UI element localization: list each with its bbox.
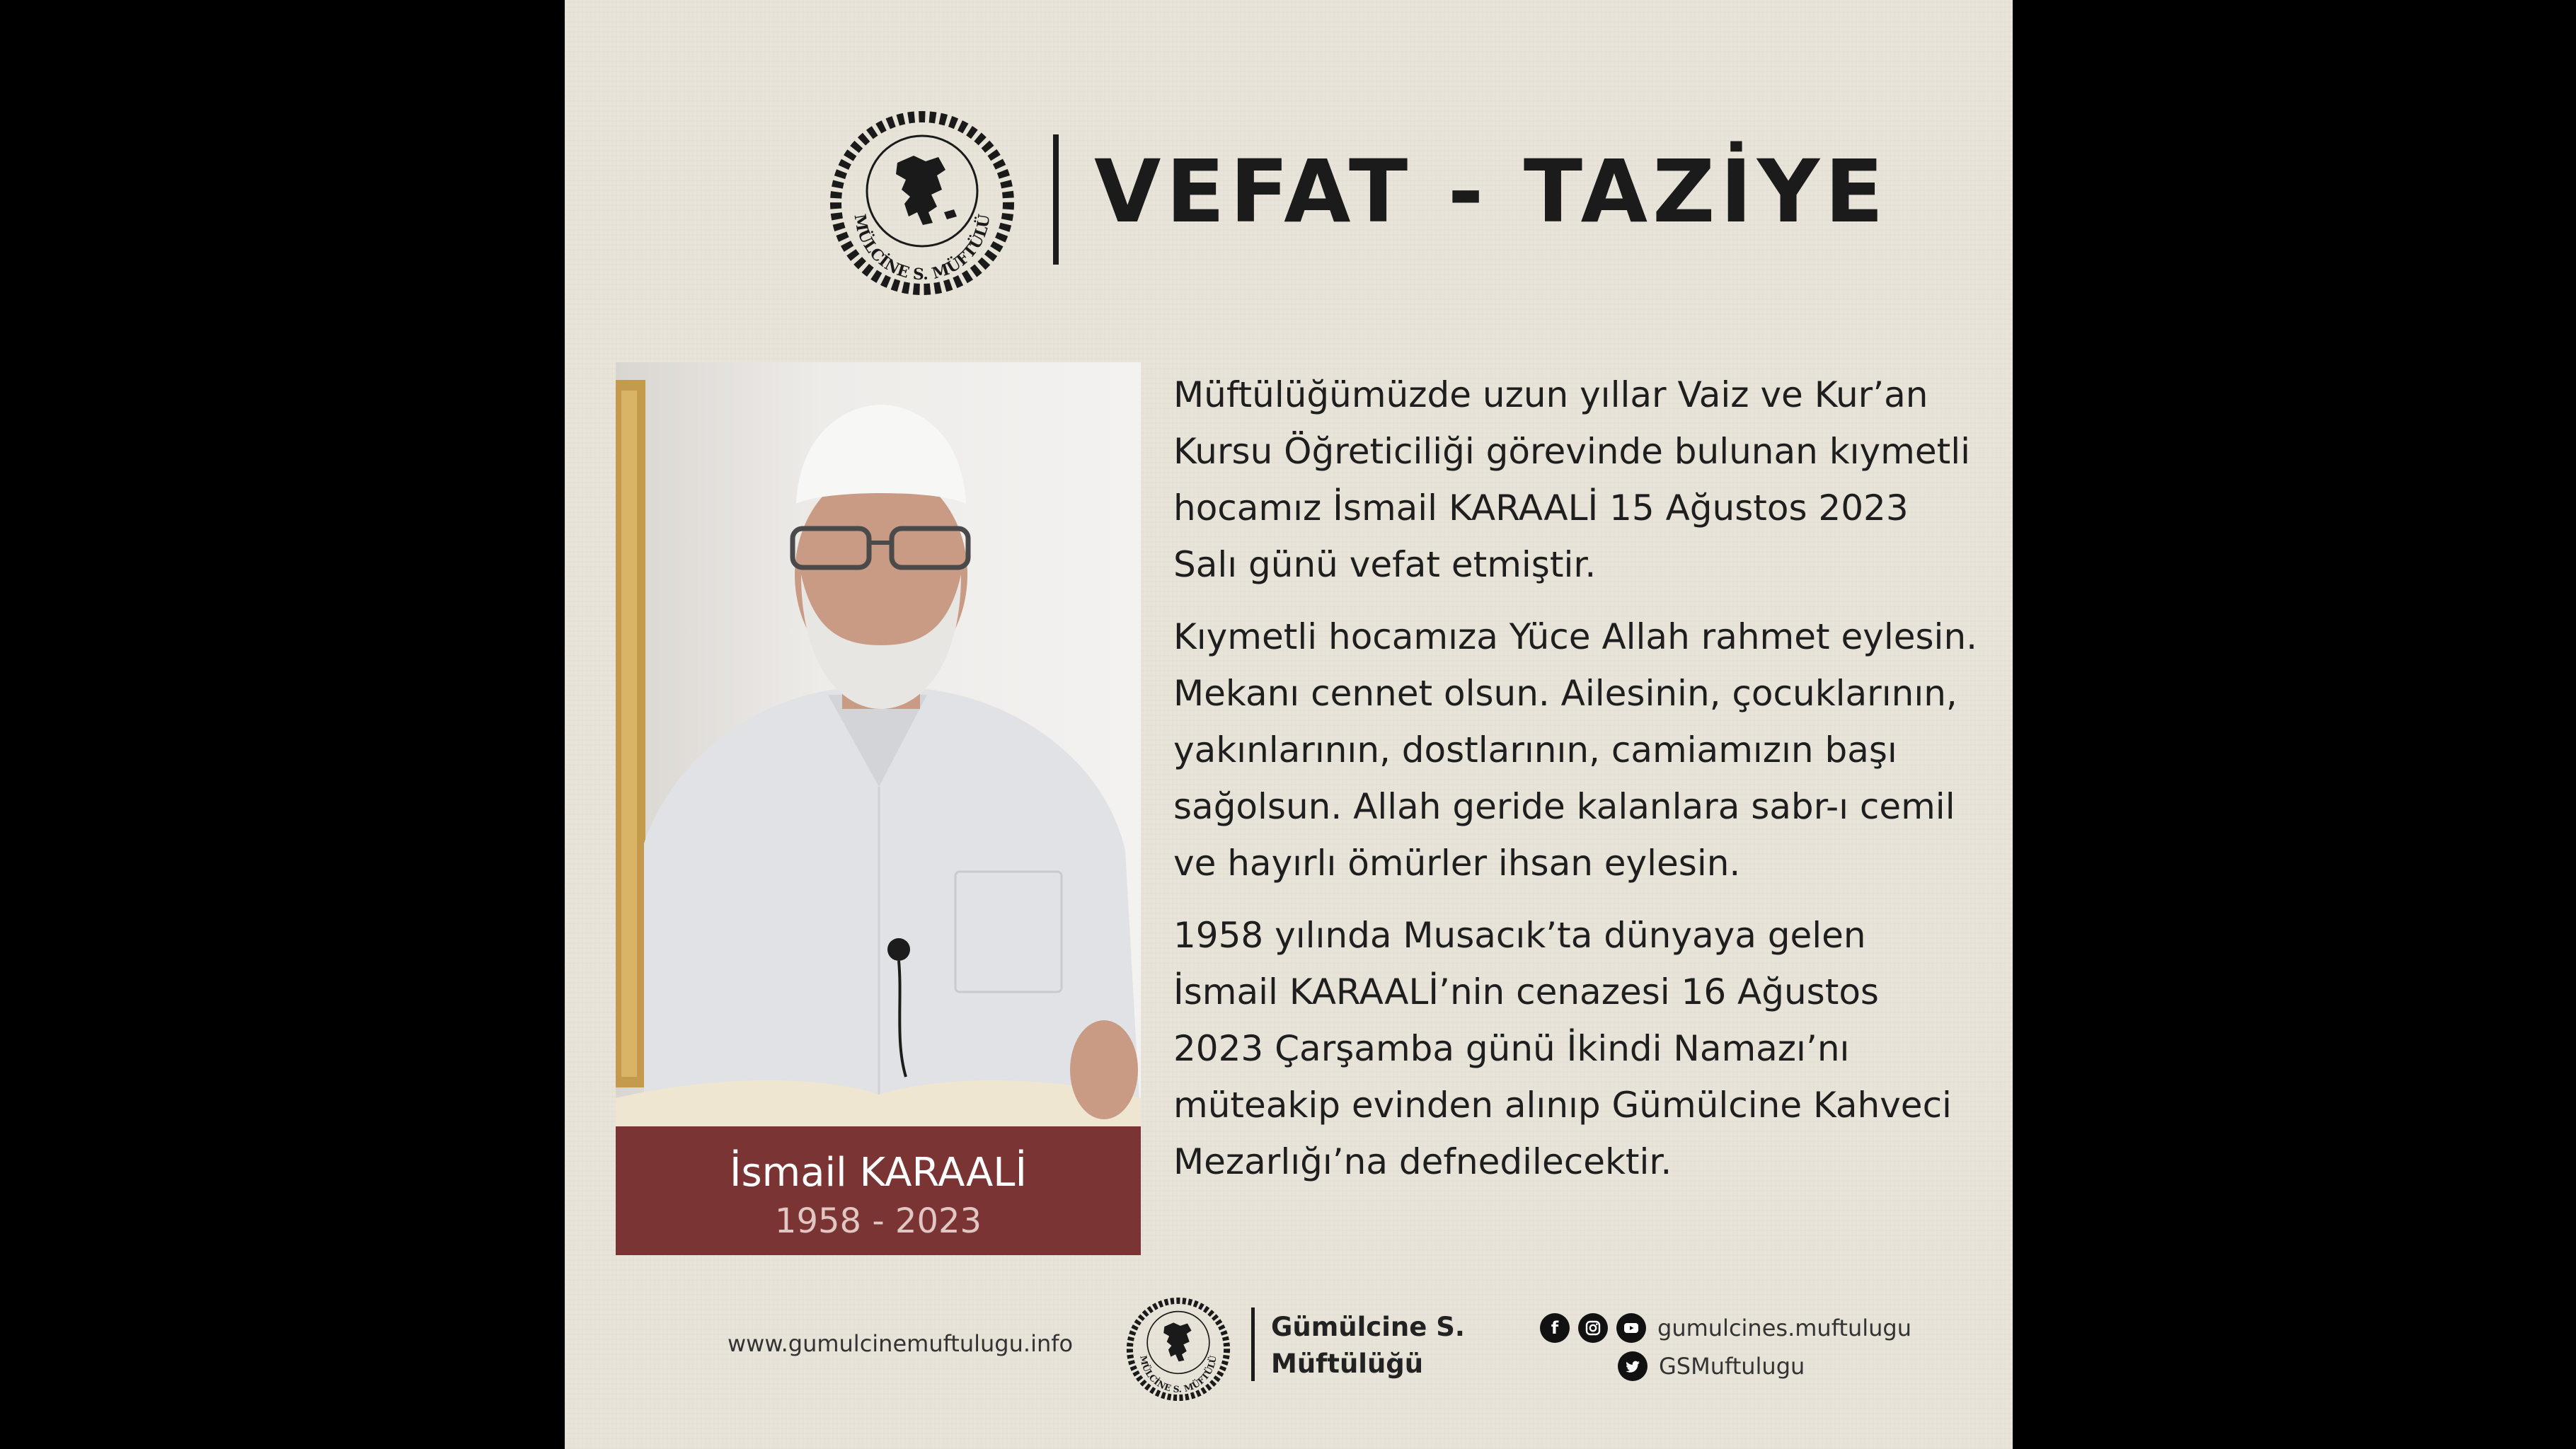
person-years: 1958 - 2023	[774, 1201, 982, 1241]
announcement-paragraph: Müftülüğümüzde uzun yıllar Vaiz ve Kur’an Kursu Öğreticiliği görevinde bulunan kıymetli hocamız İsmail KARAALİ 15 Ağustos 2023 Salı günü vefat etmiştir.	[1173, 374, 1971, 585]
org-name	[1271, 1309, 1483, 1382]
org-name-line1: Gümülcine S.	[1271, 1312, 1465, 1342]
announcement-paragraph: 1958 yılında Musacık’ta dünyaya gelen İsmail KARAALİ’nin cenazesi 16 Ağustos 2023 Çarşamba günü İkindi Namazı’nı müteakip evinden alınıp Gümülcine Kahveci Mezarlığı’na defnedilecektir.	[1173, 915, 1952, 1182]
youtube-icon[interactable]	[1616, 1313, 1646, 1343]
footer-divider	[1251, 1307, 1255, 1381]
instagram-icon[interactable]	[1578, 1313, 1608, 1343]
mufti-logo	[825, 106, 1019, 300]
announcement-text	[1173, 366, 1980, 1206]
announcement-paragraph: Kıymetli hocamıza Yüce Allah rahmet eylesin. Mekanı cennet olsun. Ailesinin, çocuklarının, yakınlarının, dostlarının, camiamızın başı sağolsun. Allah geride kalanlara sabr-ı cemil ve hayırlı ömürler ihsan eylesin.	[1173, 616, 1978, 884]
person-name: İsmail KARAALİ	[729, 1150, 1028, 1196]
announcement-card	[565, 0, 2013, 1449]
header-divider	[1053, 134, 1059, 265]
portrait-photo	[616, 362, 1141, 1126]
svg-text:GÜMÜLCİNE S. MÜFTÜLÜĞÜ: MÜLCİNE S. MÜFTÜLÜ	[850, 212, 994, 284]
social-handle[interactable]: gumulcines.muftulugu	[1657, 1315, 1911, 1341]
social-row-main	[1540, 1313, 1911, 1343]
footer-logo	[1124, 1295, 1233, 1404]
page-title: VEFAT - TAZİYE	[1094, 142, 1889, 242]
portrait-card	[616, 362, 1141, 1255]
org-name-line2: Müftülüğü	[1271, 1349, 1424, 1379]
svg-text:GÜMÜLCİNE S. MÜFTÜLÜĞÜ: MÜLCİNE S. MÜFTÜLÜ	[1138, 1354, 1219, 1395]
name-plate	[616, 1126, 1141, 1255]
twitter-handle[interactable]: GSMuftulugu	[1659, 1353, 1805, 1380]
twitter-icon[interactable]	[1618, 1351, 1648, 1381]
facebook-icon[interactable]: f	[1540, 1313, 1570, 1343]
website-link[interactable]: www.gumulcinemuftulugu.info	[728, 1330, 1074, 1357]
social-row-twitter	[1618, 1351, 1805, 1381]
